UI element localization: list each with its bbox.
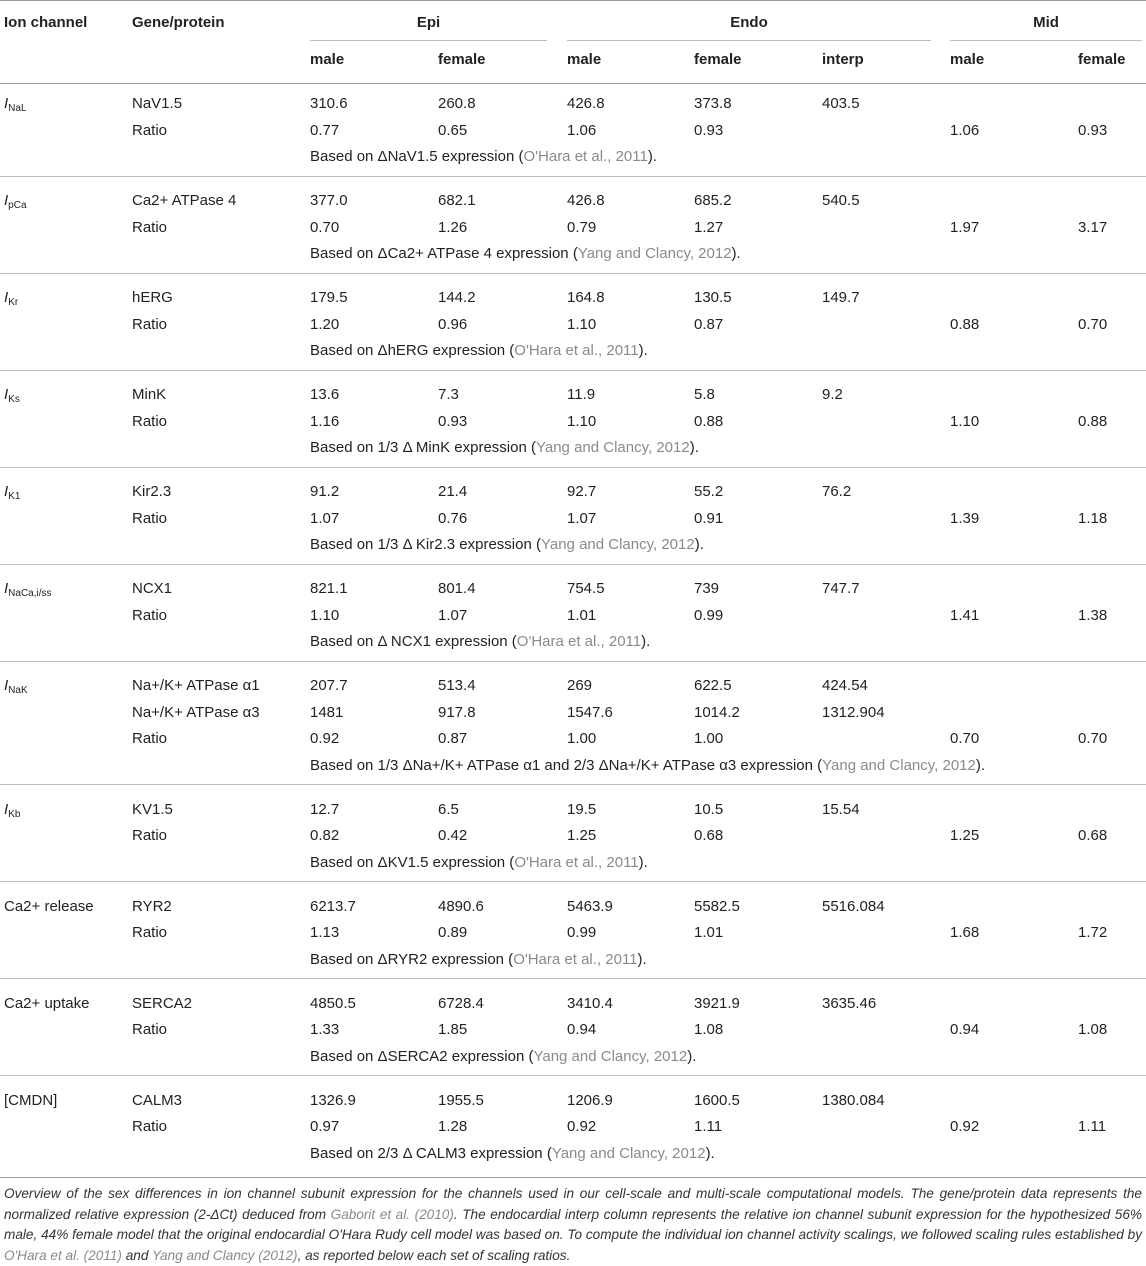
- cell-epi-m: 1.33: [310, 1021, 340, 1038]
- cell-interp: 5516.084: [822, 897, 885, 915]
- scaling-note-row: [0, 850, 1146, 876]
- table-row: [0, 1017, 1146, 1043]
- table-row: [0, 920, 1146, 946]
- cell-interp: 1312.904: [822, 703, 885, 721]
- cell-epi-f: 6728.4: [438, 994, 484, 1012]
- cell-endo-f: 3921.9: [694, 994, 740, 1012]
- ion-channel-label: [4, 188, 27, 214]
- cell-endo-m: 1547.6: [567, 703, 613, 721]
- cell-mid-f: 3.17: [1078, 218, 1108, 236]
- scaling-note: [310, 629, 650, 655]
- cell-mid-m: 1.41: [950, 606, 980, 624]
- ion-channel-name: Ca2+ release: [4, 897, 94, 915]
- cell-epi-m: 0.97: [310, 1118, 340, 1135]
- cell-epi-m: 1326.9: [310, 1091, 356, 1109]
- table-row: [0, 797, 1146, 823]
- cell-epi-f: 21.4: [438, 483, 468, 500]
- cell-epi-m: 821.1: [310, 580, 348, 597]
- scaling-note-reference[interactable]: O'Hara et al., 2011: [513, 950, 638, 968]
- group-separator: [0, 978, 1146, 979]
- cell-epi-m: 0.77: [310, 121, 340, 139]
- cell-interp: 1380.084: [822, 1091, 885, 1109]
- cell-epi-f: 0.96: [438, 315, 468, 333]
- cell-gene: Kir2.3: [132, 483, 172, 500]
- cell-gene: KV1.5: [132, 800, 173, 818]
- cell-mid-f: 1.72: [1078, 924, 1108, 941]
- cell-endo-f: 373.8: [694, 95, 732, 112]
- ion-channel-label: [4, 479, 20, 505]
- ion-channel-label: [4, 797, 20, 823]
- cell-epi-m: 1481: [310, 703, 344, 721]
- cell-epi-m: 91.2: [310, 483, 340, 500]
- table-row: [0, 479, 1146, 505]
- table-row: [0, 409, 1146, 435]
- scaling-note-text: Based on ΔhERG expression (: [310, 342, 515, 359]
- cell-gene: NaV1.5: [132, 95, 183, 112]
- scaling-note-reference[interactable]: Yang and Clancy, 2012: [535, 439, 690, 456]
- cell-endo-f: 685.2: [694, 192, 732, 209]
- cell-interp: 403.5: [822, 95, 860, 112]
- cell-epi-m: 13.6: [310, 386, 340, 403]
- scaling-note-end: ).: [641, 633, 651, 650]
- cell-endo-f: 1.08: [694, 1021, 724, 1038]
- table-row: [0, 188, 1146, 214]
- ion-channel-name: I: [4, 580, 9, 597]
- table-row: [0, 576, 1146, 602]
- scaling-note: [310, 850, 648, 876]
- cell-endo-f: 55.2: [694, 483, 724, 500]
- cell-epi-f: 144.2: [438, 289, 476, 306]
- ion-channel-subscript: NaK: [8, 685, 28, 696]
- cell-epi-m: 0.92: [310, 730, 340, 747]
- cell-gene: Ratio: [132, 121, 168, 139]
- cell-epi-m: 310.6: [310, 95, 348, 112]
- cell-endo-f: 1014.2: [694, 703, 740, 721]
- cell-epi-f: 0.65: [438, 121, 468, 139]
- table-row: [0, 700, 1146, 726]
- mid-span-rule: [950, 40, 1142, 41]
- scaling-note: [310, 947, 647, 973]
- cell-gene: hERG: [132, 289, 173, 306]
- cell-gene: Ca2+ ATPase 4: [132, 192, 237, 209]
- cell-interp: 76.2: [822, 483, 852, 500]
- scaling-note-text: Based on 1/3 Δ Kir2.3 expression (: [310, 536, 541, 553]
- cell-endo-f: 0.88: [694, 412, 724, 430]
- cell-endo-f: 0.91: [694, 509, 724, 527]
- cell-endo-f: 1.27: [694, 218, 724, 236]
- cell-mid-f: 0.70: [1078, 315, 1108, 333]
- header-endo-male: male: [567, 51, 602, 68]
- cell-epi-m: 207.7: [310, 677, 348, 694]
- cell-gene: Ratio: [132, 315, 168, 333]
- scaling-note-row: [0, 532, 1146, 558]
- cell-endo-m: 0.92: [567, 1118, 597, 1135]
- cell-interp: 747.7: [822, 580, 860, 597]
- table-top-rule: [0, 0, 1146, 1]
- caption-ref-yang[interactable]: Yang and Clancy (2012): [151, 1247, 298, 1263]
- scaling-note-row: [0, 1044, 1146, 1070]
- cell-epi-f: 1.07: [438, 606, 468, 624]
- cell-mid-f: 1.11: [1078, 1118, 1107, 1135]
- header-bottom-rule: [0, 83, 1146, 84]
- scaling-note-end: ).: [694, 536, 704, 553]
- scaling-note-end: ).: [647, 148, 657, 165]
- cell-mid-f: 1.38: [1078, 606, 1108, 624]
- cell-gene: Na+/K+ ATPase α1: [132, 677, 260, 694]
- cell-mid-m: 0.94: [950, 1021, 980, 1038]
- header-epi: Epi: [416, 14, 441, 31]
- cell-epi-f: 0.89: [438, 924, 468, 941]
- table-row: [0, 506, 1146, 532]
- cell-epi-f: 7.3: [438, 386, 459, 403]
- cell-epi-m: 6213.7: [310, 897, 356, 915]
- scaling-note: [310, 435, 699, 461]
- ion-channel-subscript: NaCa,i/ss: [8, 588, 52, 599]
- group-separator: [0, 784, 1146, 785]
- cell-interp: 9.2: [822, 386, 843, 403]
- ion-channel-label: [4, 285, 18, 311]
- cell-epi-m: 1.13: [310, 924, 340, 941]
- header-gene-protein: Gene/protein: [132, 14, 225, 31]
- ion-channel-name: I: [4, 677, 9, 694]
- cell-mid-f: 0.93: [1078, 121, 1108, 139]
- ion-channel-name: I: [4, 386, 9, 403]
- cell-endo-f: 622.5: [694, 677, 732, 694]
- scaling-note-text: Based on 1/3 Δ MinK expression (: [310, 439, 536, 456]
- group-separator: [0, 273, 1146, 274]
- cell-endo-m: 1206.9: [567, 1091, 613, 1109]
- table-row: [0, 118, 1146, 144]
- cell-endo-f: 5582.5: [694, 897, 740, 915]
- scaling-note-row: [0, 338, 1146, 364]
- cell-gene: Ratio: [132, 827, 168, 844]
- cell-endo-m: 0.94: [567, 1021, 597, 1038]
- cell-interp: 149.7: [822, 289, 860, 306]
- cell-mid-m: 0.70: [950, 730, 980, 747]
- cell-endo-f: 0.68: [694, 827, 724, 844]
- scaling-note-end: ).: [637, 950, 647, 968]
- ion-channel-name: I: [4, 95, 9, 112]
- caption-text-2: . The endocardial interp column represents the relative ion channel subunit expression for the hypothesized 56% male, 44% female model that the original endocardial O'Hara Rudy cell model was based on. To compute the individual ion channel activity scalings, we followed scaling rules established by: [4, 1206, 1142, 1242]
- cell-epi-f: 1.26: [438, 218, 468, 236]
- scaling-note-row: [0, 144, 1146, 170]
- table-row: [0, 894, 1146, 920]
- cell-gene: Ratio: [132, 606, 168, 624]
- cell-epi-f: 1955.5: [438, 1091, 484, 1109]
- cell-gene: MinK: [132, 386, 167, 403]
- ion-channel-label: [4, 1088, 57, 1114]
- scaling-note-text: Based on ΔSERCA2 expression (: [310, 1047, 534, 1065]
- cell-endo-m: 0.99: [567, 924, 597, 941]
- cell-epi-m: 0.82: [310, 827, 340, 844]
- cell-endo-m: 426.8: [567, 192, 605, 209]
- table-row: [0, 91, 1146, 117]
- scaling-note: [310, 532, 704, 558]
- epi-span-rule: [310, 40, 547, 41]
- ion-channel-name: I: [4, 483, 9, 500]
- cell-interp: 540.5: [822, 192, 860, 209]
- ion-channel-name: Ca2+ uptake: [4, 994, 90, 1012]
- scaling-note-row: [0, 753, 1146, 779]
- ion-channel-subscript: Kr: [8, 297, 19, 308]
- ion-channel-subscript: K1: [8, 491, 21, 502]
- cell-epi-f: 1.85: [438, 1021, 468, 1038]
- cell-endo-m: 1.25: [567, 827, 597, 844]
- scaling-note-text: Based on Δ NCX1 expression (: [310, 633, 517, 650]
- scaling-note-end: ).: [638, 342, 648, 359]
- header-row-2: [0, 47, 1146, 73]
- table-row: [0, 312, 1146, 338]
- scaling-note: [310, 144, 657, 170]
- scaling-note-text: Based on 1/3 ΔNa+/K+ ATPase α1 and 2/3 ΔNa+/K+ ATPase α3 expression (: [310, 756, 823, 774]
- cell-endo-m: 0.79: [567, 218, 597, 236]
- scaling-note-text: Based on 2/3 Δ CALM3 expression (: [310, 1144, 552, 1162]
- cell-epi-m: 1.16: [310, 412, 340, 430]
- table-row: [0, 1088, 1146, 1114]
- scaling-note: [310, 753, 985, 779]
- group-separator: [0, 881, 1146, 882]
- scaling-note-reference[interactable]: O'Hara et al., 2011: [514, 342, 639, 359]
- cell-endo-m: 5463.9: [567, 897, 613, 915]
- table-bottom-rule: [0, 1177, 1146, 1178]
- scaling-note-row: [0, 629, 1146, 655]
- cell-epi-m: 1.07: [310, 509, 340, 527]
- cell-gene: SERCA2: [132, 994, 193, 1012]
- ion-channel-subscript: Ks: [8, 394, 20, 405]
- cell-gene: Ratio: [132, 730, 168, 747]
- cell-endo-m: 1.06: [567, 121, 597, 139]
- table-caption: [4, 1184, 1142, 1266]
- cell-mid-f: 0.68: [1078, 827, 1108, 844]
- cell-gene: RYR2: [132, 897, 172, 915]
- cell-endo-f: 0.93: [694, 121, 724, 139]
- ion-channel-name: [CMDN]: [4, 1091, 58, 1109]
- table-row: [0, 382, 1146, 408]
- ion-channel-label: [4, 991, 89, 1017]
- cell-gene: CALM3: [132, 1091, 183, 1109]
- scaling-note-reference[interactable]: Yang and Clancy, 2012: [577, 245, 732, 262]
- cell-mid-m: 1.06: [950, 121, 980, 139]
- header-ion-channel: Ion channel: [4, 14, 88, 31]
- ion-channel-label: [4, 91, 27, 117]
- cell-endo-m: 11.9: [567, 386, 596, 403]
- header-endo-interp: interp: [822, 51, 864, 68]
- table-row: [0, 823, 1146, 849]
- header-endo: Endo: [730, 14, 768, 31]
- cell-epi-m: 0.70: [310, 218, 340, 236]
- table-row: [0, 991, 1146, 1017]
- cell-mid-m: 1.25: [950, 827, 980, 844]
- ion-channel-label: [4, 576, 52, 602]
- ion-channel-label: [4, 673, 28, 699]
- cell-mid-f: 0.70: [1078, 730, 1108, 747]
- cell-gene: Ratio: [132, 924, 168, 941]
- cell-endo-f: 1.11: [694, 1118, 723, 1135]
- cell-epi-m: 179.5: [310, 289, 348, 306]
- cell-gene: Ratio: [132, 1118, 168, 1135]
- cell-epi-f: 0.76: [438, 509, 468, 527]
- cell-epi-f: 682.1: [438, 192, 476, 209]
- ion-channel-label: [4, 382, 20, 408]
- header-mid-female: female: [1078, 51, 1126, 68]
- scaling-note-end: ).: [687, 1047, 697, 1065]
- header-mid: Mid: [1033, 14, 1059, 31]
- table-row: [0, 215, 1146, 241]
- cell-endo-m: 92.7: [567, 483, 597, 500]
- scaling-note-end: ).: [705, 1144, 715, 1162]
- cell-epi-f: 1.28: [438, 1118, 468, 1135]
- cell-epi-m: 1.20: [310, 315, 340, 333]
- caption-ref-ohara[interactable]: O'Hara et al. (2011): [4, 1247, 122, 1263]
- cell-epi-f: 260.8: [438, 95, 476, 112]
- cell-endo-m: 164.8: [567, 289, 605, 306]
- scaling-note-text: Based on ΔKV1.5 expression (: [310, 853, 515, 871]
- cell-gene: NCX1: [132, 580, 173, 597]
- cell-endo-m: 754.5: [567, 580, 605, 597]
- cell-epi-f: 513.4: [438, 677, 476, 694]
- cell-endo-f: 5.8: [694, 386, 715, 403]
- cell-endo-m: 19.5: [567, 800, 597, 818]
- cell-endo-m: 3410.4: [567, 994, 613, 1012]
- table-row: [0, 285, 1146, 311]
- group-separator: [0, 661, 1146, 662]
- cell-mid-m: 1.10: [950, 412, 980, 430]
- table-row: [0, 1114, 1146, 1140]
- cell-epi-f: 0.93: [438, 412, 468, 430]
- scaling-note-reference[interactable]: Yang and Clancy, 2012: [540, 536, 695, 553]
- ion-channel-label: [4, 894, 94, 920]
- scaling-note-end: ).: [731, 245, 741, 262]
- scaling-note-end: ).: [689, 439, 699, 456]
- header-epi-female: female: [438, 51, 486, 68]
- ion-channel-subscript: NaL: [8, 103, 27, 114]
- cell-epi-m: 12.7: [310, 800, 340, 818]
- ion-channel-subscript: pCa: [8, 200, 27, 211]
- caption-text-4: , as reported below each set of scaling ratios.: [297, 1247, 571, 1263]
- table-row: [0, 673, 1146, 699]
- scaling-note-end: ).: [638, 853, 648, 871]
- cell-mid-f: 0.88: [1078, 412, 1108, 430]
- scaling-note: [310, 1141, 715, 1167]
- cell-gene: Ratio: [132, 412, 168, 430]
- cell-endo-f: 1.01: [694, 924, 724, 941]
- cell-epi-f: 0.42: [438, 827, 468, 844]
- ion-channel-subscript: Kb: [8, 808, 21, 820]
- cell-endo-f: 10.5: [694, 800, 724, 818]
- scaling-note-text: Based on ΔNaV1.5 expression (: [310, 148, 524, 165]
- scaling-note-end: ).: [975, 756, 986, 774]
- cell-mid-m: 0.88: [950, 315, 980, 333]
- cell-epi-f: 0.87: [438, 730, 468, 747]
- table-row: [0, 603, 1146, 629]
- scaling-note-reference[interactable]: Yang and Clancy, 2012: [551, 1144, 706, 1162]
- cell-mid-m: 1.68: [950, 924, 980, 941]
- scaling-note: [310, 338, 648, 364]
- cell-epi-m: 377.0: [310, 192, 348, 209]
- cell-epi-f: 4890.6: [438, 897, 484, 915]
- header-mid-male: male: [950, 51, 985, 68]
- cell-endo-f: 1600.5: [694, 1091, 740, 1109]
- cell-gene: Ratio: [132, 218, 168, 236]
- ion-channel-name: I: [4, 192, 9, 209]
- scaling-note-row: [0, 435, 1146, 461]
- scaling-note-text: Based on ΔRYR2 expression (: [310, 950, 514, 968]
- header-endo-female: female: [694, 51, 742, 68]
- cell-endo-m: 1.10: [567, 412, 597, 430]
- group-separator: [0, 1075, 1146, 1076]
- caption-text-1: Overview of the sex differences in ion channel subunit expression for the channels used in our cell-scale and multi-scale computational models. The gene/protein data represents the normalized relative expression (2-ΔCt) deduced from: [4, 1186, 1142, 1222]
- cell-endo-f: 0.87: [694, 315, 724, 333]
- table-row: [0, 726, 1146, 752]
- cell-epi-m: 4850.5: [310, 994, 356, 1012]
- cell-endo-m: 1.07: [567, 509, 597, 527]
- cell-endo-m: 426.8: [567, 95, 605, 112]
- cell-mid-m: 0.92: [950, 1118, 980, 1135]
- cell-endo-f: 130.5: [694, 289, 732, 306]
- group-separator: [0, 467, 1146, 468]
- cell-gene: Ratio: [132, 1021, 168, 1038]
- scaling-note-row: [0, 241, 1146, 267]
- ion-channel-name: I: [4, 289, 9, 306]
- cell-mid-m: 1.39: [950, 509, 980, 527]
- caption-text-3: and: [121, 1247, 152, 1263]
- cell-interp: 3635.46: [822, 994, 877, 1012]
- cell-epi-f: 801.4: [438, 580, 476, 597]
- cell-endo-m: 1.00: [567, 730, 597, 747]
- cell-endo-f: 0.99: [694, 606, 724, 624]
- header-epi-male: male: [310, 51, 345, 68]
- cell-epi-f: 6.5: [438, 800, 459, 818]
- cell-epi-m: 1.10: [310, 606, 340, 624]
- group-separator: [0, 370, 1146, 371]
- cell-endo-m: 1.10: [567, 315, 597, 333]
- group-separator: [0, 564, 1146, 565]
- cell-epi-f: 917.8: [438, 703, 476, 721]
- cell-interp: 15.54: [822, 800, 860, 818]
- scaling-note-text: Based on ΔCa2+ ATPase 4 expression (: [310, 245, 578, 262]
- scaling-note: [310, 1044, 696, 1070]
- cell-gene: Ratio: [132, 509, 168, 527]
- scaling-note-row: [0, 1141, 1146, 1167]
- header-row-1: [0, 10, 1146, 36]
- cell-mid-f: 1.18: [1078, 509, 1108, 527]
- cell-gene: Na+/K+ ATPase α3: [132, 703, 260, 721]
- ion-channel-name: I: [4, 800, 9, 818]
- scaling-note-reference[interactable]: O'Hara et al., 2011: [523, 148, 648, 165]
- endo-span-rule: [567, 40, 931, 41]
- cell-interp: 424.54: [822, 677, 868, 694]
- cell-endo-f: 1.00: [694, 730, 724, 747]
- scaling-note-reference[interactable]: O'Hara et al., 2011: [514, 853, 639, 871]
- scaling-note-row: [0, 947, 1146, 973]
- group-separator: [0, 176, 1146, 177]
- scaling-note: [310, 241, 741, 267]
- cell-endo-f: 739: [694, 580, 720, 597]
- caption-ref-gaborit[interactable]: Gaborit et al. (2010): [330, 1206, 454, 1222]
- cell-mid-f: 1.08: [1078, 1021, 1108, 1038]
- scaling-note-reference[interactable]: Yang and Clancy, 2012: [822, 756, 976, 774]
- scaling-note-reference[interactable]: O'Hara et al., 2011: [516, 633, 642, 650]
- cell-endo-m: 1.01: [567, 606, 597, 624]
- cell-endo-m: 269: [567, 677, 593, 694]
- cell-mid-m: 1.97: [950, 218, 980, 236]
- scaling-note-reference[interactable]: Yang and Clancy, 2012: [533, 1047, 688, 1065]
